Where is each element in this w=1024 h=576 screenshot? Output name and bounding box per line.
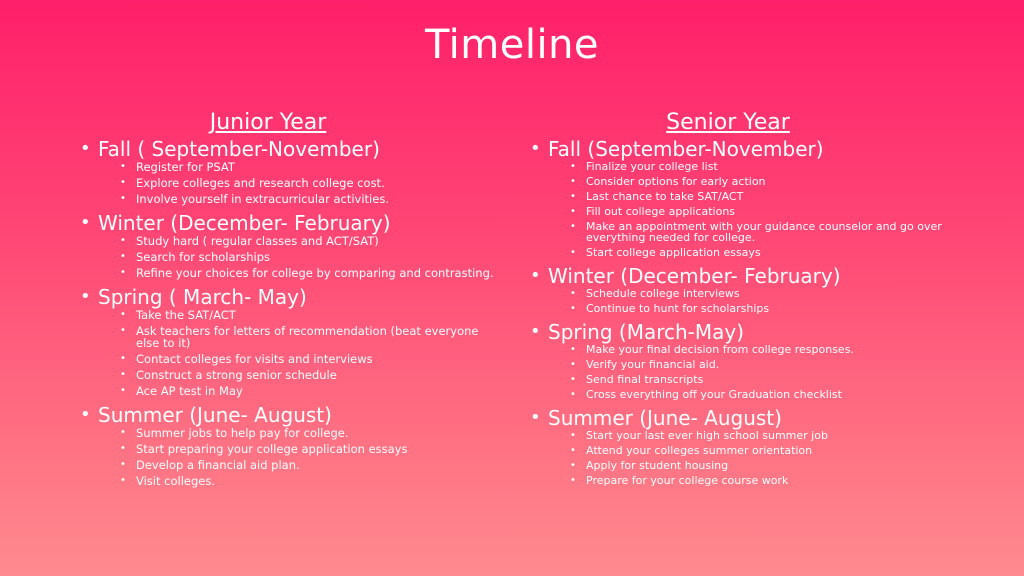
senior-season-summer	[528, 406, 948, 486]
season-title: • Fall ( September-November)	[98, 137, 380, 161]
list-item: • Refine your choices for college by comparing and contrasting.	[136, 267, 498, 279]
season-title: • Fall (September-November)	[548, 137, 824, 161]
list-item: • Develop a financial aid plan.	[136, 459, 498, 471]
season-title: • Winter (December- February)	[98, 211, 391, 235]
list-item: • Verify your financial aid.	[586, 359, 948, 370]
junior-season-fall	[78, 137, 498, 205]
list-item: • Summer jobs to help pay for college.	[136, 427, 498, 439]
list-item: • Make an appointment with your guidance counselor and go over everything needed for college.	[586, 221, 948, 243]
list-item: • Visit colleges.	[136, 475, 498, 487]
list-item: • Study hard ( regular classes and ACT/SAT)	[136, 235, 498, 247]
list-item: • Ace AP test in May	[136, 385, 498, 397]
junior-season-summer	[78, 403, 498, 487]
list-item: • Start your last ever high school summer job	[586, 430, 948, 441]
list-item: • Take the SAT/ACT	[136, 309, 498, 321]
list-item: • Involve yourself in extracurricular activities.	[136, 193, 498, 205]
list-item: • Ask teachers for letters of recommendation (beat everyone else to it)	[136, 325, 498, 349]
junior-season-winter	[78, 211, 498, 279]
list-item: • Explore colleges and research college cost.	[136, 177, 498, 189]
list-item: • Cross everything off your Graduation checklist	[586, 389, 948, 400]
list-item: • Continue to hunt for scholarships	[586, 303, 948, 314]
list-item: • Send final transcripts	[586, 374, 948, 385]
senior-season-fall	[528, 137, 948, 258]
list-item: • Register for PSAT	[136, 161, 498, 173]
list-item: • Fill out college applications	[586, 206, 948, 217]
list-item: • Search for scholarships	[136, 251, 498, 263]
season-title: • Summer (June- August)	[98, 403, 332, 427]
season-title: • Summer (June- August)	[548, 406, 782, 430]
senior-season-spring	[528, 320, 948, 400]
list-item: • Consider options for early action	[586, 176, 948, 187]
list-item: • Finalize your college list	[586, 161, 948, 172]
list-item: • Start preparing your college application essays	[136, 443, 498, 455]
season-title: • Spring ( March- May)	[98, 285, 307, 309]
list-item: • Make your final decision from college responses.	[586, 344, 948, 355]
list-item: • Start college application essays	[586, 247, 948, 258]
junior-year-heading: Junior Year	[209, 110, 327, 135]
senior-season-winter	[528, 264, 948, 314]
list-item: • Schedule college interviews	[586, 288, 948, 299]
junior-season-spring	[78, 285, 498, 397]
list-item: • Construct a strong senior schedule	[136, 369, 498, 381]
season-title: • Spring (March-May)	[548, 320, 745, 344]
list-item: • Attend your colleges summer orientation	[586, 445, 948, 456]
junior-year-column	[78, 110, 498, 493]
senior-year-heading: Senior Year	[666, 110, 790, 135]
list-item: • Contact colleges for visits and interviews	[136, 353, 498, 365]
season-title: • Winter (December- February)	[548, 264, 841, 288]
senior-year-column	[528, 110, 948, 492]
list-item: • Apply for student housing	[586, 460, 948, 471]
list-item: • Prepare for your college course work	[586, 475, 948, 486]
slide-title: Timeline	[424, 22, 600, 68]
list-item: • Last chance to take SAT/ACT	[586, 191, 948, 202]
